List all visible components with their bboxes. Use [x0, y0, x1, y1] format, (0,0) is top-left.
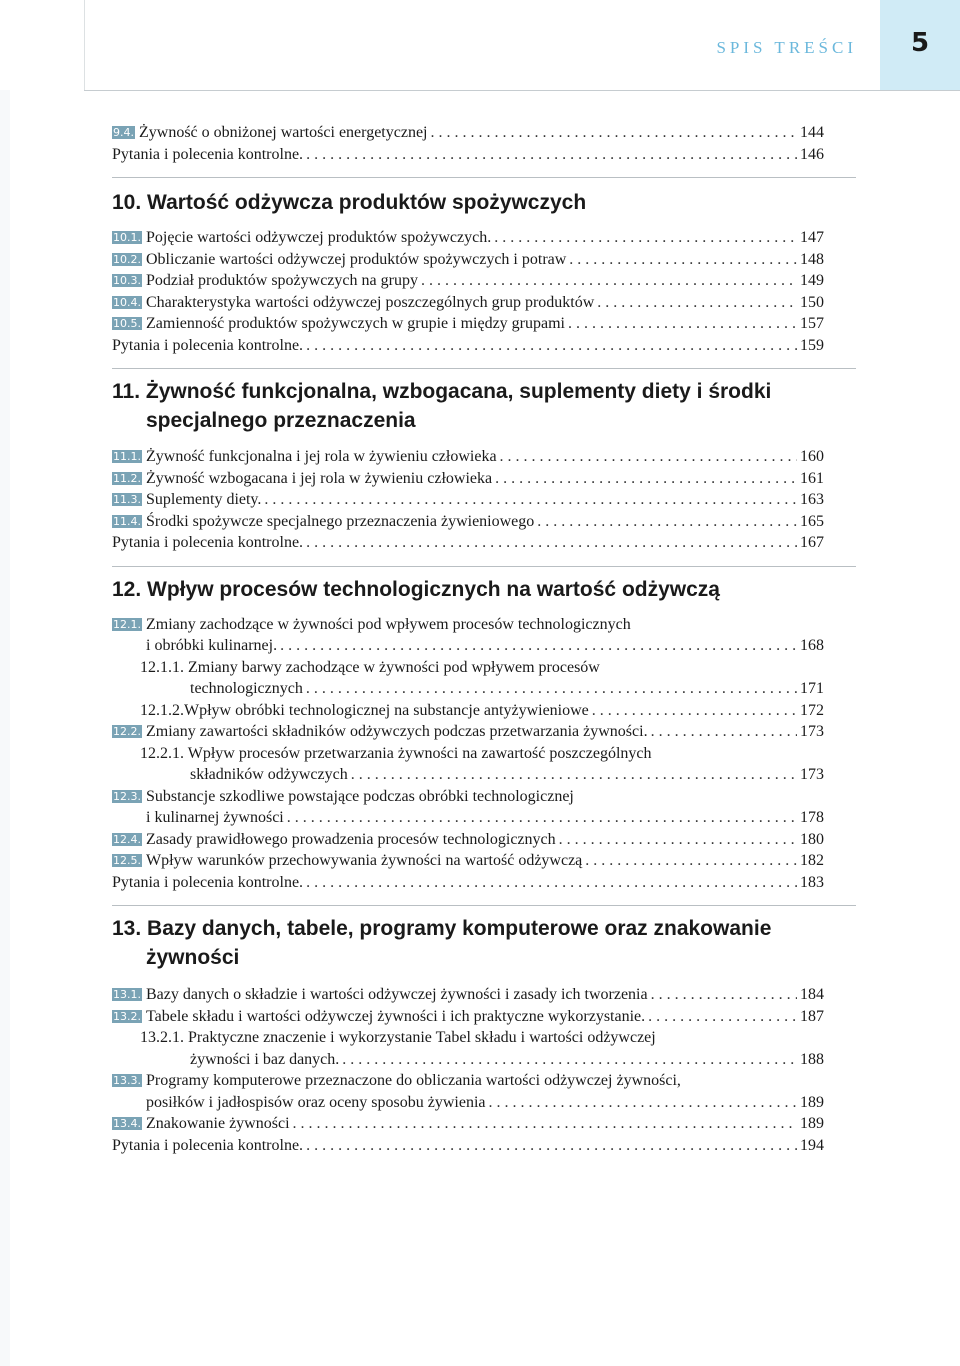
entry-page: 184 — [800, 986, 824, 1003]
entry-title: 12.2.1. Wpływ procesów przetwarzania żywności na zawartość poszczególnych — [140, 744, 652, 762]
entry-page: 147 — [800, 229, 824, 246]
page-edge — [0, 0, 10, 1366]
dot-leader — [342, 1049, 797, 1071]
dot-leader — [585, 850, 797, 872]
dot-leader — [494, 227, 797, 249]
toc-entry[interactable] — [112, 511, 824, 533]
toc-entry[interactable] — [112, 122, 824, 144]
dot-leader — [306, 678, 797, 700]
entry-title: posiłków i jadłospisów oraz oceny sposobu żywienia — [146, 1093, 486, 1111]
toc-entry[interactable] — [112, 227, 824, 249]
entry-title: składników odżywczych — [190, 766, 348, 783]
entry-title: Obliczanie wartości odżywczej produktów spożywczych i potraw — [146, 250, 567, 268]
dot-leader — [559, 829, 797, 851]
running-header: SPIS TREŚCI — [716, 38, 857, 57]
toc-entry[interactable] — [112, 446, 824, 468]
toc-subentry[interactable] — [112, 1027, 824, 1049]
entry-page: 189 — [800, 1115, 824, 1132]
entry-page: 167 — [800, 534, 824, 551]
entry-page: 187 — [800, 1007, 824, 1025]
entry-page: 172 — [800, 701, 824, 719]
entry-title: Znakowanie żywności — [146, 1115, 290, 1132]
section-number-badge: 10.3. — [113, 274, 141, 287]
entry-page: 173 — [800, 766, 824, 783]
dot-leader — [264, 489, 797, 511]
header-rule — [84, 90, 960, 91]
entry-title: Pojęcie wartości odżywczej produktów spożywczych. — [146, 229, 492, 246]
table-of-contents — [112, 122, 824, 1156]
entry-page: 194 — [800, 1136, 824, 1154]
toc-entry-continuation[interactable] — [112, 1092, 824, 1114]
dot-leader — [568, 313, 797, 335]
entry-page: 178 — [800, 809, 824, 826]
toc-entry[interactable] — [112, 872, 824, 894]
section-number-badge: 10.4. — [113, 295, 141, 309]
entry-page: 157 — [800, 315, 824, 332]
toc-entry[interactable] — [112, 249, 824, 271]
entry-title: Żywność wzbogacana i jej rola w żywieniu człowieka — [146, 469, 493, 487]
entry-page: 146 — [800, 145, 824, 163]
dot-leader — [421, 270, 797, 292]
toc-entry-continuation[interactable] — [112, 807, 824, 829]
entry-title: Bazy danych o składzie i wartości odżywczej żywności i zasady ich tworzenia — [146, 986, 648, 1003]
dot-leader — [651, 984, 797, 1006]
toc-entry-continuation[interactable] — [112, 635, 824, 657]
entry-page: 180 — [800, 830, 824, 848]
entry-title: Charakterystyka wartości odżywczej poszczególnych grup produktów — [146, 293, 595, 311]
entry-page: 168 — [800, 637, 824, 654]
toc-entry[interactable] — [112, 1135, 824, 1157]
entry-title: Zmiany zachodzące w żywności pod wpływem procesów technologicznych — [146, 615, 631, 633]
dot-leader — [306, 532, 797, 554]
entry-title: Suplementy diety. — [146, 491, 262, 508]
entry-title: Wpływ warunków przechowywania żywności na wartość odżywczą — [146, 852, 583, 869]
entry-title: żywności i baz danych. — [190, 1050, 340, 1068]
section-number-badge: 10.5. — [113, 317, 141, 330]
toc-entry[interactable] — [112, 292, 824, 314]
entry-page: 182 — [800, 852, 824, 869]
dot-leader — [489, 1092, 798, 1114]
toc-subentry[interactable] — [112, 657, 824, 679]
entry-title: i obróbki kulinarnej. — [146, 637, 278, 654]
toc-subentry[interactable] — [112, 700, 824, 722]
toc-entry[interactable] — [112, 1113, 824, 1135]
entry-title: Podział produktów spożywczych na grupy — [146, 272, 418, 289]
dot-leader — [597, 292, 797, 314]
dot-leader — [648, 1006, 797, 1028]
entry-title: Substancje szkodliwe powstające podczas obróbki technologicznej — [146, 787, 574, 805]
section-number-badge: 12.4. — [113, 832, 141, 846]
entry-title: Zamienność produktów spożywczych w grupie i między grupami — [146, 315, 565, 332]
dot-leader — [280, 635, 797, 657]
entry-title: Pytania i polecenia kontrolne. — [112, 873, 304, 891]
section-number-badge: 11.4. — [113, 514, 141, 528]
dot-leader — [592, 700, 797, 722]
entry-page: 163 — [800, 491, 824, 508]
dot-leader — [306, 872, 797, 894]
entry-page: 159 — [800, 336, 824, 354]
dot-leader — [306, 144, 797, 166]
toc-entry[interactable] — [112, 313, 824, 335]
entry-title: Pytania i polecenia kontrolne. — [112, 336, 304, 354]
dot-leader — [500, 446, 797, 468]
entry-title: Żywność funkcjonalna i jej rola w żywieniu człowieka — [146, 448, 497, 465]
toc-entry[interactable] — [112, 468, 824, 490]
section-number-badge: 13.2. — [113, 1009, 141, 1023]
toc-entry[interactable] — [112, 786, 824, 808]
toc-entry[interactable] — [112, 721, 824, 743]
section-number-badge: 12.3. — [113, 789, 141, 803]
dot-leader — [569, 249, 797, 271]
dot-leader — [306, 1135, 797, 1157]
entry-page: 150 — [800, 293, 824, 311]
chapter-heading[interactable]: 13. Bazy danych, tabele, programy komputerowe oraz znakowanie żywności — [112, 917, 772, 969]
entry-title: Programy komputerowe przeznaczone do obliczania wartości odżywczej żywności, — [146, 1072, 681, 1089]
toc-entry[interactable] — [112, 335, 824, 357]
entry-page: 148 — [800, 250, 824, 268]
section-number-badge: 9.4. — [113, 126, 134, 139]
entry-title: technologicznych — [190, 680, 303, 697]
section-number-badge: 10.1. — [113, 231, 141, 244]
dot-leader — [495, 468, 797, 490]
entry-page: 173 — [800, 723, 824, 740]
dot-leader — [287, 807, 797, 829]
entry-page: 144 — [800, 124, 824, 141]
toc-entry[interactable] — [112, 850, 824, 872]
toc-entry[interactable] — [112, 1070, 824, 1092]
entry-page: 161 — [800, 469, 824, 487]
entry-page: 165 — [800, 512, 824, 530]
toc-entry[interactable] — [112, 614, 824, 636]
entry-page: 171 — [800, 680, 824, 697]
section-number-badge: 12.2. — [113, 725, 141, 738]
toc-entry[interactable] — [112, 144, 824, 166]
section-number-badge: 13.3. — [113, 1074, 141, 1087]
entry-page: 149 — [800, 272, 824, 289]
chapter-heading[interactable]: 10. Wartość odżywcza produktów spożywczych — [112, 191, 587, 214]
chapter-heading[interactable]: 11. Żywność funkcjonalna, wzbogacana, suplementy diety i środki specjalnego przeznaczenia — [112, 380, 772, 432]
toc-entry[interactable] — [112, 270, 824, 292]
section-number-badge: 12.1. — [113, 617, 141, 631]
toc-entry-continuation[interactable] — [112, 764, 824, 786]
entry-title: Pytania i polecenia kontrolne. — [112, 534, 304, 551]
toc-entry-continuation[interactable] — [112, 1049, 824, 1071]
section-number-badge: 11.1. — [113, 450, 141, 463]
toc-entry[interactable] — [112, 829, 824, 851]
toc-entry[interactable] — [112, 532, 824, 554]
entry-page: 188 — [800, 1050, 824, 1068]
entry-title: Pytania i polecenia kontrolne. — [112, 145, 304, 163]
dot-leader — [651, 721, 797, 743]
section-number-badge: 11.3. — [113, 493, 141, 506]
toc-entry-continuation[interactable] — [112, 678, 824, 700]
dot-leader — [306, 335, 797, 357]
entry-page: 160 — [800, 448, 824, 465]
entry-page: 189 — [800, 1093, 824, 1111]
entry-title: Żywność o obniżonej wartości energetycznej — [139, 124, 428, 141]
dot-leader — [431, 122, 798, 144]
section-number-badge: 13.1. — [113, 988, 141, 1001]
toc-entry[interactable] — [112, 489, 824, 511]
toc-entry[interactable] — [112, 984, 824, 1006]
dot-leader — [351, 764, 797, 786]
page-number: 5 — [910, 28, 930, 58]
section-number-badge: 13.4. — [113, 1117, 141, 1130]
toc-entry[interactable] — [112, 1006, 824, 1028]
header-divider — [84, 0, 85, 90]
section-number-badge: 10.2. — [113, 252, 141, 266]
entry-title: Tabele składu i wartości odżywczej żywności i ich praktyczne wykorzystanie. — [146, 1007, 646, 1025]
dot-leader — [537, 511, 797, 533]
entry-title: 12.1.1. Zmiany barwy zachodzące w żywności pod wpływem procesów — [140, 658, 600, 676]
chapter-heading[interactable]: 12. Wpływ procesów technologicznych na wartość odżywczą — [112, 577, 720, 601]
entry-title: Zmiany zawartości składników odżywczych podczas przetwarzania żywności. — [146, 723, 648, 740]
dot-leader — [293, 1113, 797, 1135]
entry-title: 12.1.2.Wpływ obróbki technologicznej na substancje antyżywieniowe — [140, 701, 589, 719]
entry-title: 13.2.1. Praktyczne znaczenie i wykorzystanie Tabel składu i wartości odżywczej — [140, 1029, 656, 1046]
entry-page: 183 — [800, 873, 824, 891]
entry-title: i kulinarnej żywności — [146, 809, 284, 826]
toc-subentry[interactable] — [112, 743, 824, 765]
section-number-badge: 11.2. — [113, 471, 141, 485]
entry-title: Środki spożywcze specjalnego przeznaczenia żywieniowego — [146, 512, 535, 530]
section-number-badge: 12.5. — [113, 854, 141, 867]
entry-title: Pytania i polecenia kontrolne. — [112, 1136, 304, 1154]
entry-title: Zasady prawidłowego prowadzenia procesów technologicznych — [146, 830, 556, 848]
